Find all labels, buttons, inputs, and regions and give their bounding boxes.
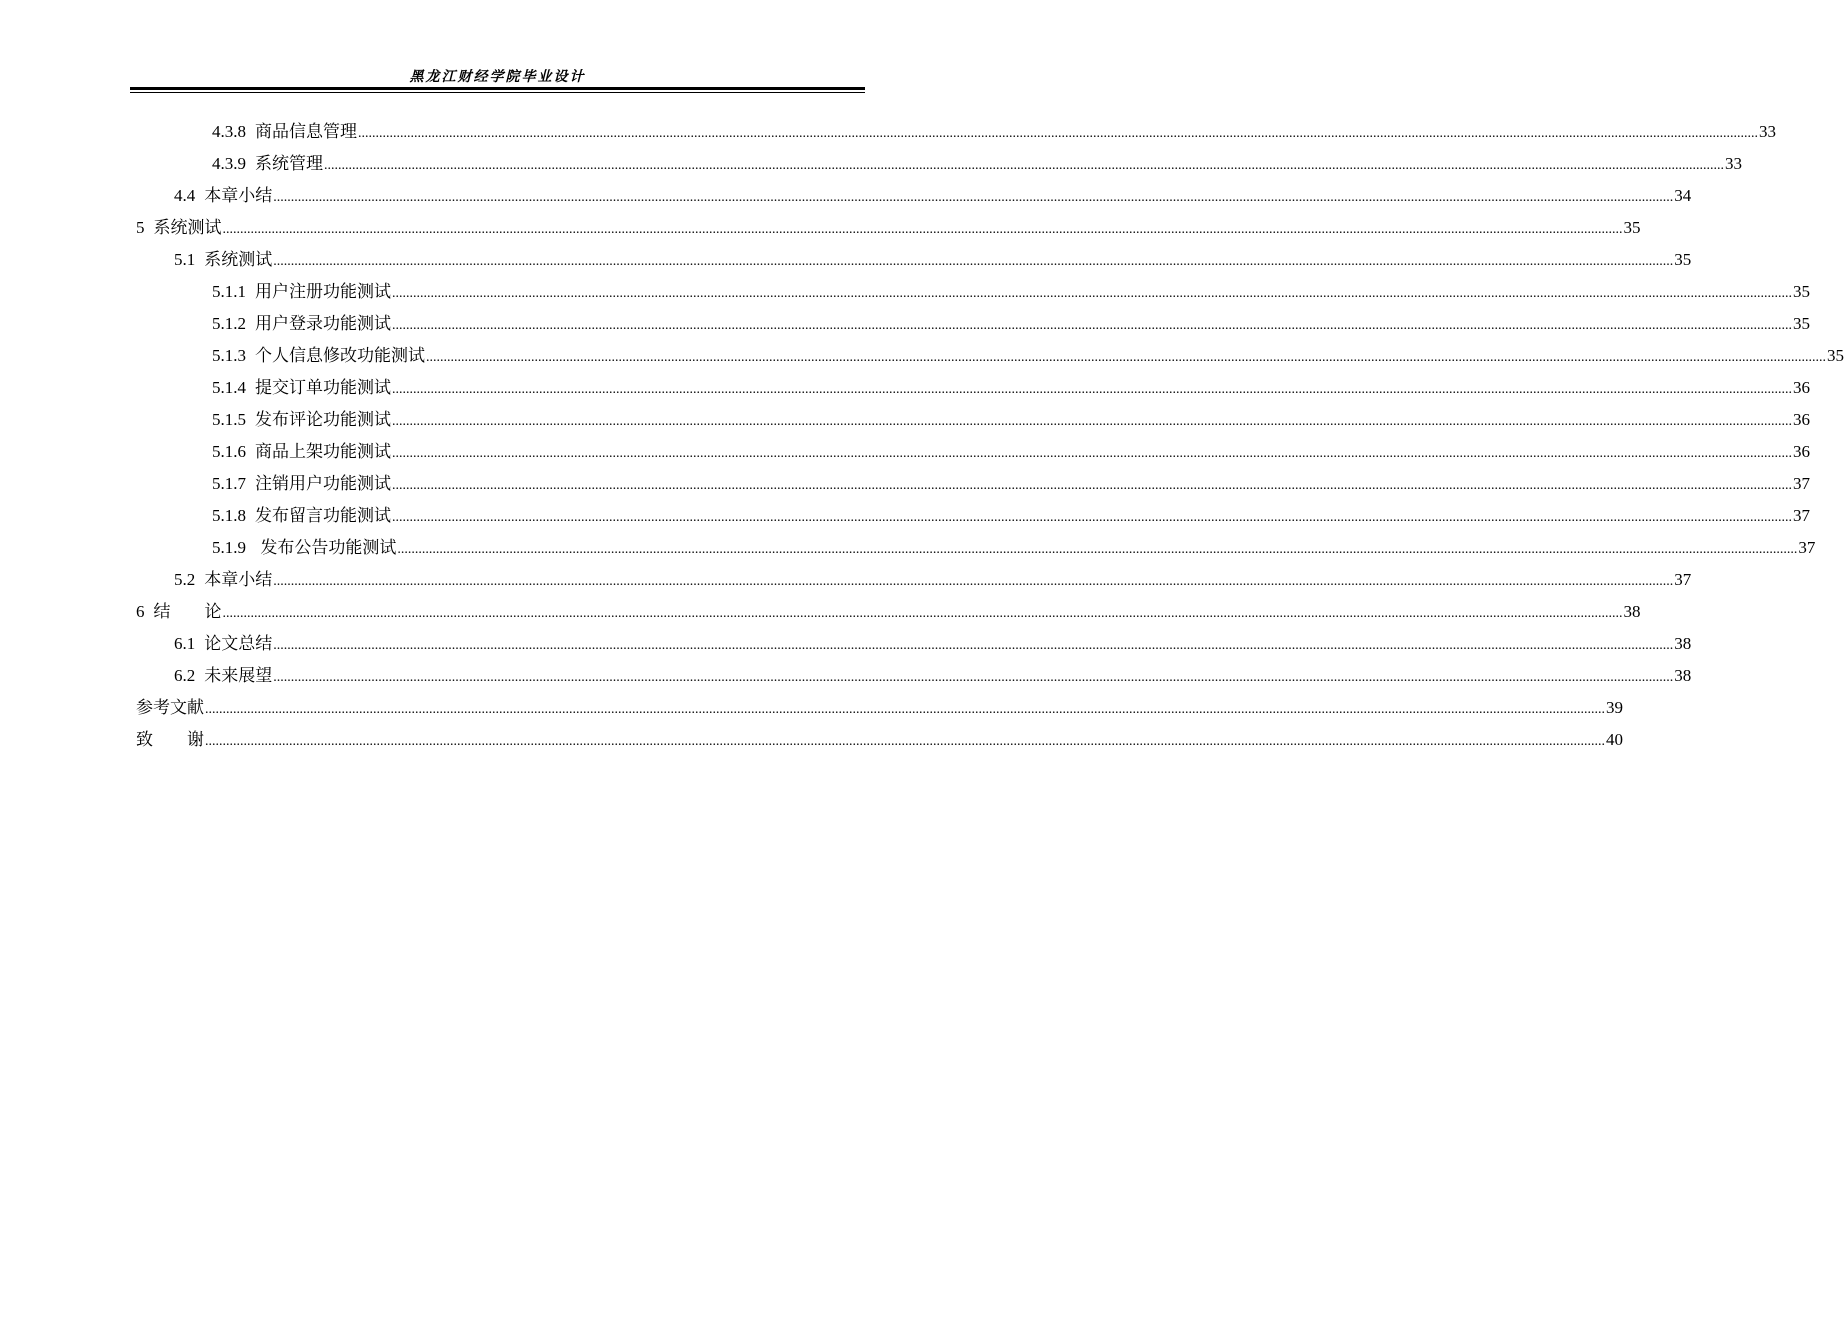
header-rule-thin [130,92,865,93]
toc-entry-page: 36 [1793,442,1810,461]
toc-entry-page: 35 [1793,314,1810,333]
toc-entry-page: 38 [1674,634,1692,653]
toc-entry[interactable] [136,500,1810,532]
toc-entry-number: 5.1.7 [212,474,246,493]
toc-entry[interactable] [136,244,1692,276]
toc-entry-page: 36 [1793,378,1810,397]
toc-entry-leader: ................................................................................................................................................................................................................................................................................................................................................................................................................ [273,190,1674,205]
toc-entry-title: 发布留言功能测试 [255,506,391,526]
toc-entry-page: 38 [1623,602,1641,621]
toc-entry-title: 本章小结 [204,186,273,206]
page-header [130,66,865,94]
toc-entry-page: 33 [1725,154,1742,173]
toc-entry-title: 结 论 [153,602,222,622]
toc-entry-number: 5 [136,218,145,237]
toc-entry-number: 5.1.2 [212,314,246,333]
toc-entry[interactable] [136,148,1742,180]
toc-entry[interactable] [136,660,1692,692]
toc-entry-title: 个人信息修改功能测试 [255,346,425,366]
toc-entry-page: 36 [1793,410,1810,429]
toc-entry-number: 5.1.1 [212,282,246,301]
toc-entry-number: 5.1.4 [212,378,246,397]
toc-entry-title: 论文总结 [204,634,273,654]
toc-entry-page: 37 [1798,538,1816,557]
toc-entry-leader: ................................................................................................................................................................................................................................................................................................................................................................................................................ [205,734,1605,749]
table-of-contents [136,116,1844,756]
toc-entry-number: 6.2 [174,666,196,685]
toc-entry[interactable] [136,180,1692,212]
header-rule-thick [130,87,865,90]
toc-entry[interactable] [136,276,1810,308]
toc-entry-page: 37 [1793,474,1810,493]
toc-entry-leader: ................................................................................................................................................................................................................................................................................................................................................................................................................ [392,286,1792,301]
toc-entry-leader: ................................................................................................................................................................................................................................................................................................................................................................................................................ [397,542,1798,557]
toc-entry-leader: ................................................................................................................................................................................................................................................................................................................................................................................................................ [392,446,1792,461]
toc-entry-leader: ................................................................................................................................................................................................................................................................................................................................................................................................................ [205,702,1605,717]
toc-entry[interactable] [136,596,1641,628]
toc-entry-title: 本章小结 [204,570,273,590]
toc-entry-page: 37 [1674,570,1692,589]
toc-entry-title: 致 谢 [136,730,204,750]
toc-entry-leader: ................................................................................................................................................................................................................................................................................................................................................................................................................ [273,254,1674,269]
toc-entry-leader: ................................................................................................................................................................................................................................................................................................................................................................................................................ [426,350,1826,365]
toc-entry[interactable] [136,116,1776,148]
toc-entry-page: 33 [1759,122,1776,141]
toc-entry-title: 商品信息管理 [255,122,357,142]
toc-entry-page: 35 [1827,346,1844,365]
toc-entry[interactable] [136,372,1810,404]
toc-entry-number: 5.1.8 [212,506,246,525]
toc-entry-title: 系统测试 [204,250,273,270]
toc-entry-title: 参考文献 [136,698,204,718]
toc-entry-leader: ................................................................................................................................................................................................................................................................................................................................................................................................................ [392,414,1792,429]
toc-entry[interactable] [136,436,1810,468]
toc-entry[interactable] [136,404,1810,436]
toc-entry-leader: ................................................................................................................................................................................................................................................................................................................................................................................................................ [273,670,1674,685]
toc-entry-leader: ................................................................................................................................................................................................................................................................................................................................................................................................................ [273,638,1674,653]
toc-entry-title: 系统测试 [153,218,222,238]
toc-entry-number: 5.1.5 [212,410,246,429]
toc-entry-leader: ................................................................................................................................................................................................................................................................................................................................................................................................................ [392,382,1792,397]
toc-entry-number: 6 [136,602,145,621]
toc-entry-page: 35 [1623,218,1641,237]
toc-entry[interactable] [136,212,1641,244]
toc-entry[interactable] [136,308,1810,340]
toc-entry-leader: ................................................................................................................................................................................................................................................................................................................................................................................................................ [392,478,1792,493]
toc-entry-title: 商品上架功能测试 [255,442,391,462]
toc-entry-page: 34 [1674,186,1692,205]
toc-entry-title: 发布评论功能测试 [255,410,391,430]
toc-entry-page: 39 [1606,698,1623,717]
toc-entry-leader: ................................................................................................................................................................................................................................................................................................................................................................................................................ [273,574,1674,589]
toc-entry-page: 38 [1674,666,1692,685]
toc-entry[interactable] [136,340,1844,372]
toc-entry-title: 用户注册功能测试 [255,282,391,302]
toc-entry[interactable] [136,692,1623,724]
toc-entry-leader: ................................................................................................................................................................................................................................................................................................................................................................................................................ [392,510,1792,525]
toc-entry[interactable] [136,564,1692,596]
toc-entry-title: 用户登录功能测试 [255,314,391,334]
toc-entry-title: 提交订单功能测试 [255,378,391,398]
toc-entry[interactable] [136,628,1692,660]
toc-entry-number: 4.3.9 [212,154,246,173]
toc-entry-leader: ................................................................................................................................................................................................................................................................................................................................................................................................................ [222,222,1623,237]
toc-entry-number: 5.1.9 [212,538,246,557]
toc-entry-number: 5.1.6 [212,442,246,461]
toc-entry-number: 6.1 [174,634,196,653]
toc-entry-title: 注销用户功能测试 [255,474,391,494]
toc-entry-page: 40 [1606,730,1623,749]
toc-entry[interactable] [136,532,1816,564]
toc-entry-leader: ................................................................................................................................................................................................................................................................................................................................................................................................................ [324,158,1724,173]
toc-entry-title: 发布公告功能测试 [255,538,397,558]
toc-entry-number: 5.1 [174,250,196,269]
toc-entry[interactable] [136,468,1810,500]
toc-entry-number: 4.3.8 [212,122,246,141]
toc-entry-number: 4.4 [174,186,196,205]
toc-entry-page: 37 [1793,506,1810,525]
toc-entry-title: 未来展望 [204,666,273,686]
toc-entry-leader: ................................................................................................................................................................................................................................................................................................................................................................................................................ [392,318,1792,333]
toc-entry-page: 35 [1674,250,1692,269]
toc-entry-page: 35 [1793,282,1810,301]
toc-entry-title: 系统管理 [255,154,323,174]
header-title: 黑龙江财经学院毕业设计 [409,69,586,85]
toc-entry-number: 5.2 [174,570,196,589]
toc-entry-leader: ................................................................................................................................................................................................................................................................................................................................................................................................................ [358,126,1758,141]
toc-entry-number: 5.1.3 [212,346,246,365]
toc-entry-leader: ................................................................................................................................................................................................................................................................................................................................................................................................................ [222,606,1623,621]
toc-entry[interactable] [136,724,1623,756]
